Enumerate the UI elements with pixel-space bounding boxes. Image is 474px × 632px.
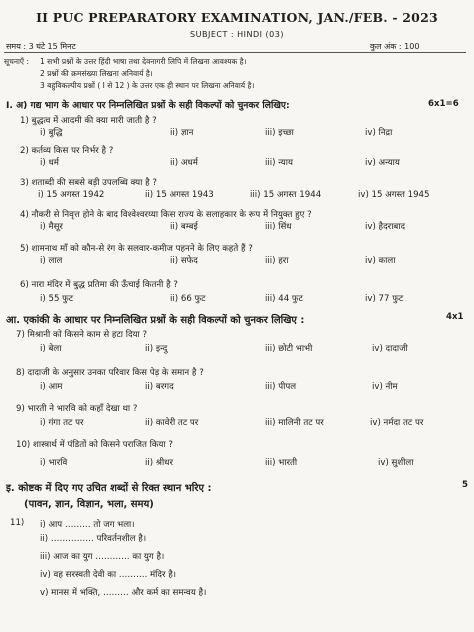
question-10-option: iv) सुशीला — [378, 458, 414, 468]
section-a-heading: I. अ) गद्य भाग के आधार पर निम्नलिखित प्रश्नों के सही विकल्पों को चुनकर लिखिए: — [6, 100, 290, 111]
question-2-option: iii) न्याय — [265, 158, 293, 168]
section-b-marks: 4x1 — [446, 312, 464, 322]
question-3-option: i) 15 अगस्त 1942 — [38, 190, 105, 200]
question-7-option: iv) दादाजी — [372, 344, 408, 354]
question-1-option: ii) ज्ञान — [170, 128, 194, 138]
question-2-option: ii) अधर्म — [170, 158, 198, 168]
question-3: 3) शताब्दी की सबसे बड़ी उपलब्धि क्या है ? — [20, 178, 157, 188]
instruction-item: 2 प्रश्नों की क्रमसंख्या लिखना अनिवार्य है। — [40, 69, 153, 78]
question-10-option: ii) श्रीधर — [145, 458, 173, 468]
question-9-option: iii) मालिनी तट पर — [265, 418, 324, 428]
question-10-option: iii) भारती — [265, 458, 298, 468]
question-10: 10) शास्त्रार्थ में पंडितों को किसने पराजित किया ? — [16, 440, 173, 450]
question-2-option: i) धर्म — [40, 158, 59, 168]
question-5-option: i) लाल — [40, 256, 63, 266]
section-a-marks: 6x1=6 — [428, 99, 459, 109]
question-5-option: iii) हरा — [265, 256, 289, 266]
question-9-option: ii) कावेरी तट पर — [145, 418, 199, 428]
question-7-option: i) बेला — [40, 344, 62, 354]
question-4-option: iii) सिंध — [265, 222, 292, 232]
question-2: 2) कर्तव्य किस पर निर्भर है ? — [20, 146, 114, 156]
question-7-option: ii) इन्दु — [145, 344, 168, 354]
question-9-option: iv) नर्मदा तट पर — [370, 418, 424, 428]
question-9-option: i) गंगा तट पर — [40, 418, 84, 428]
exam-title: II PUC PREPARATORY EXAMINATION, JAN./FEB. - 2023 — [36, 10, 438, 25]
question-8-option: iii) पीपल — [265, 382, 297, 392]
question-6-option: iii) 44 फुट — [265, 294, 303, 304]
question-6-option: ii) 66 फुट — [170, 294, 206, 304]
question-4-option: ii) बम्बई — [170, 222, 198, 232]
question-1-option: iv) निद्रा — [365, 128, 393, 138]
question-3-option: iv) 15 अगस्त 1945 — [358, 190, 430, 200]
question-5-option: ii) सफेद — [170, 256, 198, 266]
fill-blank-item: ii) …………… परिवर्तनशील है। — [40, 534, 147, 544]
question-4: 4) नौकरी से निवृत्त होने के बाद विश्वेश्वरय्या किस राज्य के सलाहकार के रूप में नियुक्त हुए ? — [20, 210, 312, 220]
section-b-heading: आ. एकांकी के आधार पर निम्नलिखित प्रश्नों के सही विकल्पों को चुनकर लिखिए : — [6, 315, 305, 326]
question-4-option: iv) हैदराबाद — [365, 222, 406, 232]
question-7: 7) मिश्रानी को किसने काम से हटा दिया ? — [16, 330, 148, 340]
question-1-option: iii) इच्छा — [265, 128, 294, 138]
question-8: 8) दादाजी के अनुसार उनका परिवार किस पेड़ के समान है ? — [16, 368, 204, 378]
fill-blank-item: iv) वह सरस्वती देवी का ………. मंदिर है। — [40, 570, 177, 580]
question-1-option: i) बुद्धि — [40, 128, 63, 138]
fill-blank-item: iii) आज का युग ………… का युग है। — [40, 552, 165, 562]
fill-blank-item: v) मानस में भक्ति, ……… और कर्म का समन्वय है। — [40, 588, 207, 598]
total-marks: कुल अंक : 100 — [370, 42, 420, 51]
question-4-option: i) मैसूर — [40, 222, 63, 232]
question-8-option: ii) बरगद — [145, 382, 174, 392]
question-9: 9) भारती ने भारवि को कहाँ देखा था ? — [16, 404, 138, 414]
question-8-option: i) आम — [40, 382, 63, 392]
question-3-option: ii) 15 अगस्त 1943 — [145, 190, 214, 200]
question-6-option: iv) 77 फुट — [365, 294, 404, 304]
header-divider — [4, 52, 466, 53]
instruction-item: 1 सभी प्रश्नों के उत्तर हिंदी भाषा तथा देवनागरी लिपि में लिखना आवश्यक है। — [40, 57, 247, 66]
question-2-option: iv) अन्याय — [365, 158, 400, 168]
question-6-option: i) 55 फुट — [40, 294, 74, 304]
section-c-marks: 5 — [462, 480, 468, 490]
question-3-option: iii) 15 अगस्त 1944 — [250, 190, 322, 200]
question-5: 5) शामनाथ माँ को कौन-से रंग के सलवार-कमीज पहनने के लिए कहते हैं ? — [20, 244, 253, 254]
instructions-label: सूचनाएँ : — [4, 57, 29, 66]
question-10-option: i) भारवि — [40, 458, 68, 468]
question-8-option: iv) नीम — [372, 382, 398, 392]
question-1: 1) बुद्धत्व में आदमी की क्या मारी जाती है ? — [20, 116, 157, 126]
exam-time: समय : 3 घंटे 15 मिनट — [6, 42, 76, 51]
subject-line: SUBJECT : HINDI (03) — [190, 30, 284, 39]
section-c-word-list: (पावन, ज्ञान, विज्ञान, भला, समय) — [24, 499, 154, 510]
question-5-option: iv) काला — [365, 256, 396, 266]
section-c-heading: इ. कोष्टक में दिए गए उचित शब्दों से रिक्त स्थान भरिए : — [6, 483, 212, 494]
instruction-item: 3 बहुविकल्पीय प्रश्नों ( I से 12 ) के उत्तर एक ही स्थान पर लिखना अनिवार्य है। — [40, 81, 255, 90]
fill-blank-item: i) आप ……… तो जग भला। — [40, 520, 135, 530]
question-7-option: iii) छोटी भाभी — [265, 344, 313, 354]
question-6: 6) नारा मंदिर में बुद्ध प्रतिमा की ऊँचाई कितनी है ? — [20, 280, 178, 290]
question-11-number: 11) — [10, 518, 25, 528]
